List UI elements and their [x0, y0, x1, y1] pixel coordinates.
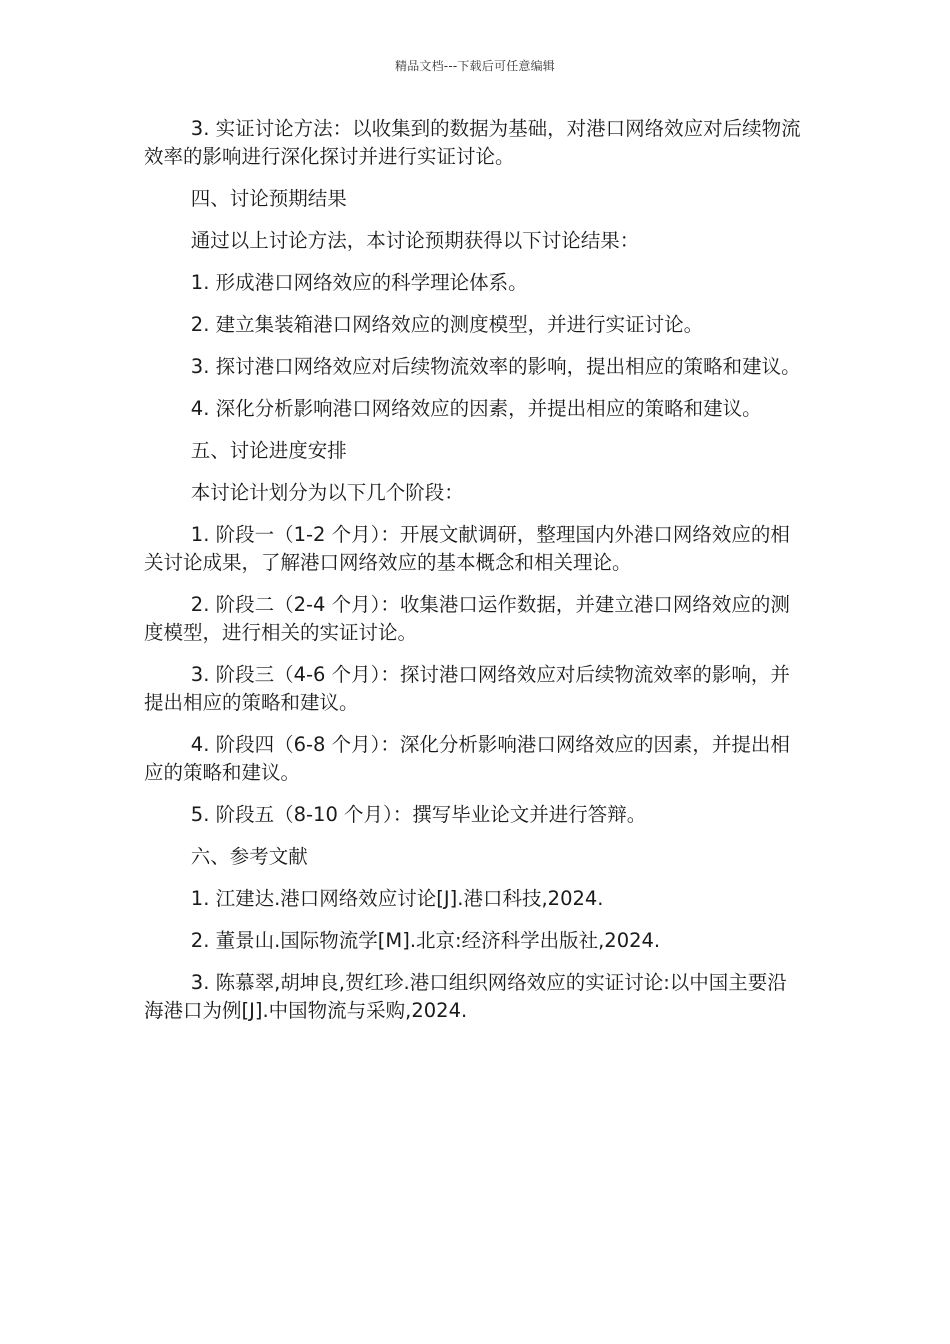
section-heading-schedule: 五、讨论进度安排 [190, 439, 347, 462]
list-item-stage-4: 4. 阶段四（6-8 个月）：深化分析影响港口网络效应的因素，并提出相应的策略和建议。 [144, 733, 790, 784]
paragraph-method-3: 3. 实证讨论方法：以收集到的数据为基础，对港口网络效应对后续物流效率的影响进行深化探讨并进行实证讨论。 [144, 117, 801, 168]
list-item-stage-1: 1. 阶段一（1-2 个月）：开展文献调研，整理国内外港口网络效应的相关讨论成果，了解港口网络效应的基本概念和相关理论。 [144, 523, 790, 574]
list-item-stage-5: 5. 阶段五（8-10 个月）：撰写毕业论文并进行答辩。 [190, 803, 647, 826]
list-item-stage-2: 2. 阶段二（2-4 个月）：收集港口运作数据，并建立港口网络效应的测度模型，进行相关的实证讨论。 [144, 593, 790, 644]
paragraph-schedule-intro: 本讨论计划分为以下几个阶段： [190, 481, 464, 504]
list-item-stage-3: 3. 阶段三（4-6 个月）：探讨港口网络效应对后续物流效率的影响，并提出相应的策略和建议。 [144, 663, 790, 714]
paragraph-results-intro: 通过以上讨论方法，本讨论预期获得以下讨论结果： [190, 229, 640, 252]
reference-item-3: 3. 陈慕翠,胡坤良,贺红珍.港口组织网络效应的实证讨论:以中国主要沿海港口为例[J].中国物流与采购,2024. [144, 971, 787, 1022]
reference-item-2: 2. 董景山.国际物流学[M].北京:经济科学出版社,2024. [190, 929, 661, 952]
document-body [144, 115, 806, 1039]
reference-item-1: 1. 江建达.港口网络效应讨论[J].港口科技,2024. [190, 887, 604, 910]
page-header: 精品文档---下载后可任意编辑 [395, 59, 555, 73]
list-item-result-2: 2. 建立集装箱港口网络效应的测度模型，并进行实证讨论。 [190, 313, 704, 336]
section-heading-expected-results: 四、讨论预期结果 [190, 187, 347, 210]
section-heading-references: 六、参考文献 [190, 845, 308, 868]
list-item-result-1: 1. 形成港口网络效应的科学理论体系。 [190, 271, 528, 294]
list-item-result-3: 3. 探讨港口网络效应对后续物流效率的影响，提出相应的策略和建议。 [190, 355, 801, 378]
list-item-result-4: 4. 深化分析影响港口网络效应的因素，并提出相应的策略和建议。 [190, 397, 762, 420]
